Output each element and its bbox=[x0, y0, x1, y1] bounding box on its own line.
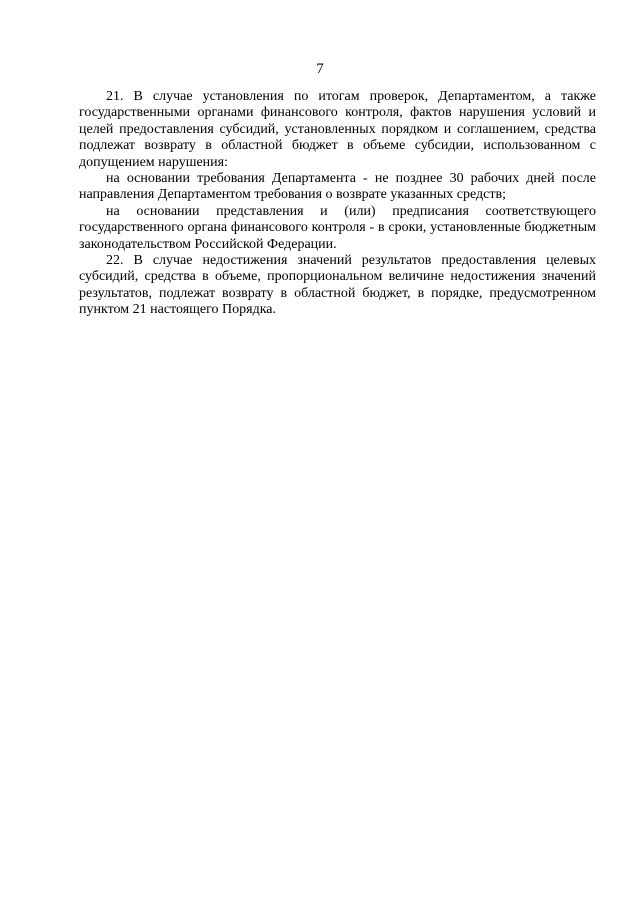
page-number: 7 bbox=[316, 61, 324, 77]
paragraph-21-demand: на основании требования Департамента - не позднее 30 рабочих дней после направления Департаментом требования о возврате указанных средств; bbox=[79, 171, 596, 203]
document-body bbox=[79, 89, 596, 319]
paragraph-21-order: на основании представления и (или) предписания соответствующего государственного органа финансового контроля - в сроки, установленные бюджетным законодательством Российской Федерации. bbox=[79, 203, 596, 252]
paragraph-21: 21. В случае установления по итогам проверок, Департаментом, а также государственными органами финансового контроля, фактов нарушения условий и целей предоставления субсидий, установленных порядком и соглашением, средства подлежат возврату в областной бюджет в объеме субсидии, использованном с допущением нарушения: bbox=[79, 89, 596, 170]
paragraph-22: 22. В случае недостижения значений результатов предоставления целевых субсидий, средства в объеме, пропорциональном величине недостижения значений результатов, подлежат возврату в областной бюджет, в порядке, предусмотренном пунктом 21 настоящего Порядка. bbox=[79, 253, 596, 318]
